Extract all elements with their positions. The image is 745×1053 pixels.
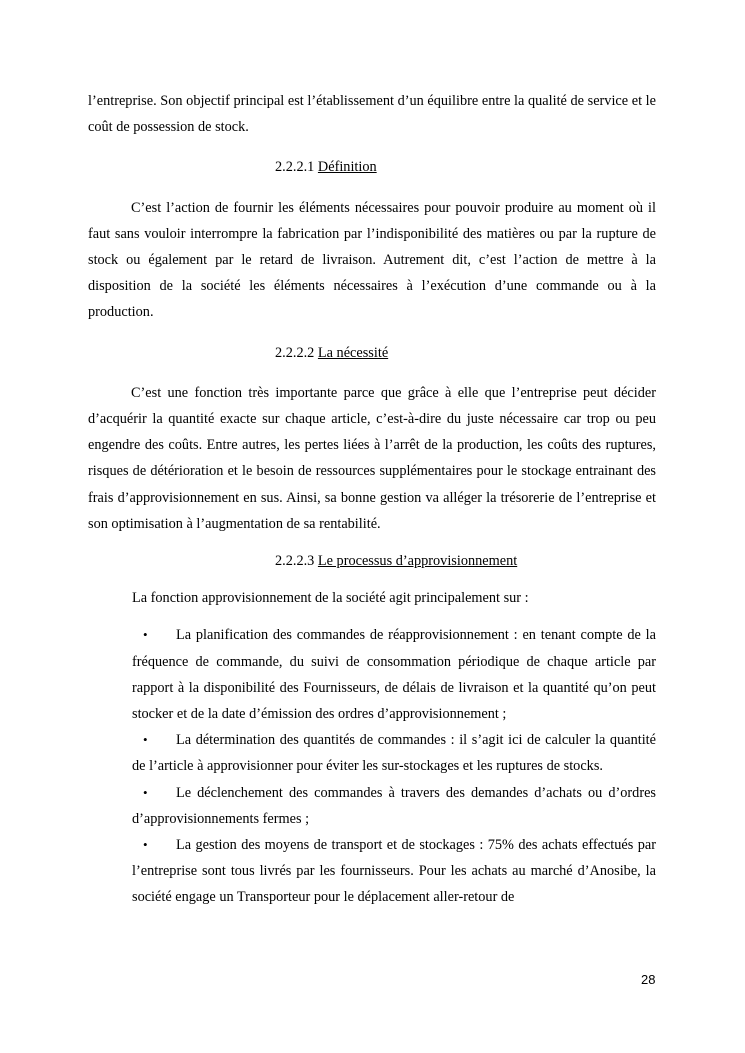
list-item — [132, 780, 656, 832]
page-number: 28 — [641, 972, 656, 987]
necessite-paragraph: C’est une fonction très importante parce que grâce à elle que l’entreprise peut décider d’acquérir la quantité exacte sur chaque article, c’est-à-dire du juste nécessaire car trop ou peu engendre des coûts. Entre autres, les pertes liées à l’arrêt de la production, les coûts des ruptures, risques de détérioration et le besoin de ressources supplémentaires pour le stockage entrainant des frais d’approvisionnement en sus. Ainsi, sa bonne gestion va alléger la trésorerie de l’entreprise et son optimisation à l’augmentation de sa rentabilité. — [88, 384, 656, 532]
heading-title: Définition — [317, 159, 377, 176]
bullet-icon: • — [143, 837, 148, 853]
processus-list — [88, 622, 656, 910]
list-item — [132, 832, 656, 911]
list-item-text: Le déclenchement des commandes à travers des demandes d’achats ou d’ordres d’approvisionnements fermes ; — [132, 784, 656, 827]
section-heading-definition — [88, 154, 656, 180]
heading-number: 2.2.2.2 — [275, 344, 315, 361]
section-heading-processus — [88, 548, 656, 574]
bullet-icon: • — [143, 784, 148, 800]
bullet-icon: • — [143, 732, 148, 748]
list-item — [132, 727, 656, 779]
list-item-text: La gestion des moyens de transport et de stockages : 75% des achats effectués par l’entreprise sont tous livrés par les fournisseurs. Pour les achats au marché d’Anosibe, la société engage un Transporteur pour le déplacement aller-retour de — [132, 837, 656, 906]
section-heading-necessite — [88, 340, 656, 366]
heading-title: La nécessité — [317, 344, 389, 361]
definition-paragraph: C’est l’action de fournir les éléments nécessaires pour pouvoir produire au moment où il faut sans vouloir interrompre la fabrication par l’indisponibilité des matières ou par la rupture de stock ou également par le retard de livraison. Autrement dit, c’est l’action de mettre à la disposition de la société les éléments nécessaires à l’exécution d’une commande ou à la production. — [88, 199, 656, 321]
document-page — [88, 88, 656, 911]
list-item — [132, 622, 656, 727]
list-item-text: La détermination des quantités de commandes : il s’agit ici de calculer la quantité de l’article à approvisionner pour éviter les sur-stockages et les ruptures de stocks. — [132, 732, 656, 775]
heading-number: 2.2.2.1 — [275, 159, 315, 176]
heading-title: Le processus d’approvisionnement — [317, 553, 518, 570]
bullet-icon: • — [143, 627, 148, 643]
heading-number: 2.2.2.3 — [275, 553, 315, 570]
list-item-text: La planification des commandes de réapprovisionnement : en tenant compte de la fréquence de commande, du suivi de consommation périodique de chaque article par rapport à la disponibilité des Fournisseurs, de délais de livraison et la quantité qu’on peut stocker et de la date d’émission des ordres d’approvisionnement ; — [132, 627, 656, 723]
intro-paragraph: l’entreprise. Son objectif principal est l’établissement d’un équilibre entre la qualité de service et le coût de possession de stock. — [88, 93, 656, 136]
processus-intro: La fonction approvisionnement de la société agit principalement sur : — [132, 590, 529, 607]
